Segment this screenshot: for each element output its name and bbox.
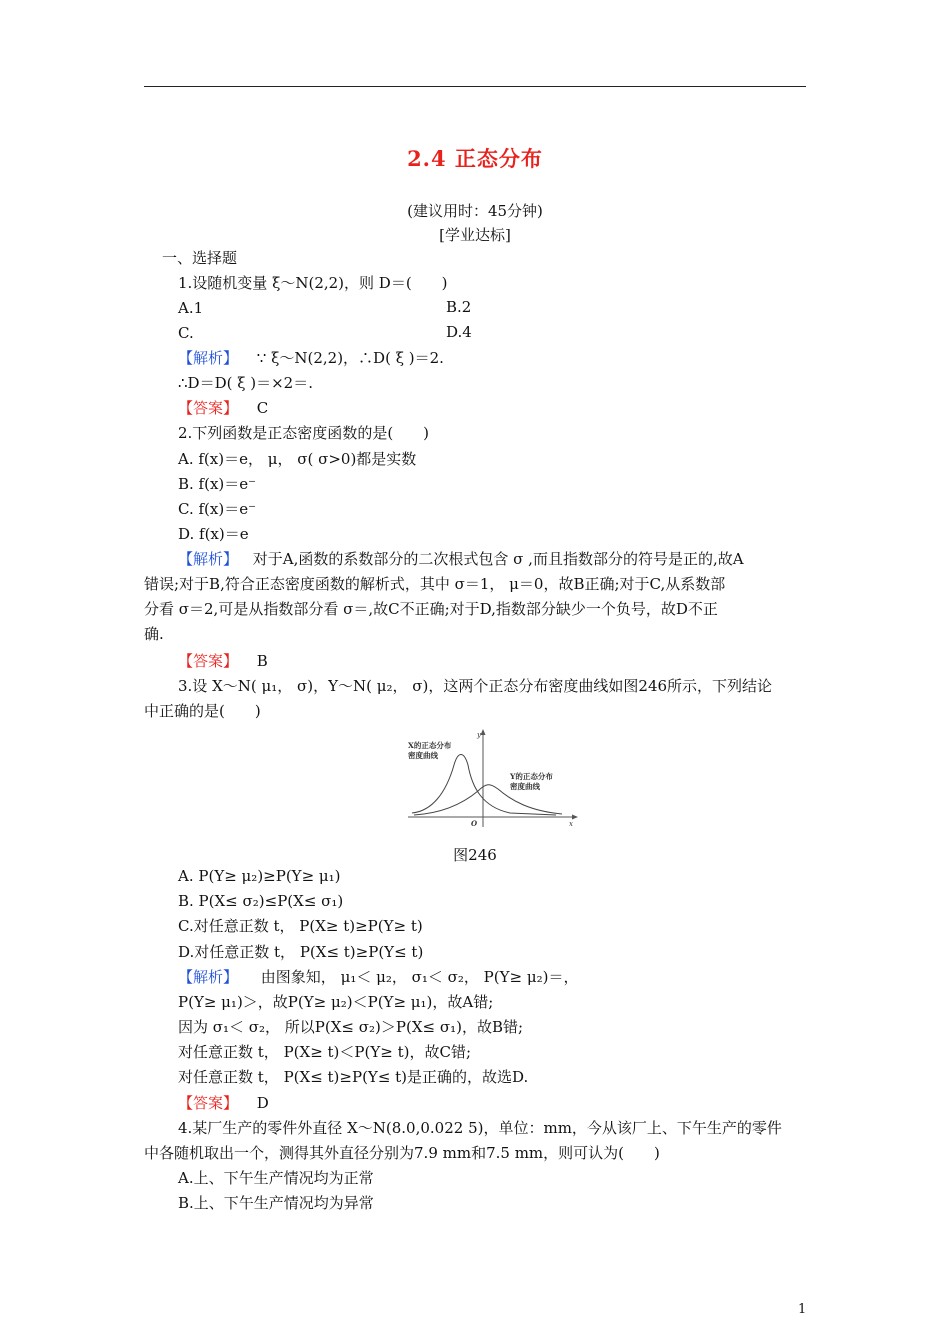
q1-analysis-line-1	[178, 348, 444, 368]
time-note: (建议用时：45分钟)	[407, 202, 543, 220]
q3-analysis-line-3: 因为 σ₁＜ σ₂， 所以P(X≤ σ₂)＞P(X≤ σ₁)，故B错;	[178, 1018, 524, 1036]
q2-option-a: A. f(x)＝e， μ， σ( σ>0)都是实数	[178, 450, 417, 468]
section-heading: 一、选择题	[162, 249, 238, 267]
q3-answer-line	[178, 1093, 269, 1113]
q2-option-c: C. f(x)＝e⁻	[178, 500, 256, 518]
y-curve-label-1: Y的正态分布	[510, 772, 553, 781]
q1-answer-tag: 【答案】	[178, 399, 239, 417]
q3-option-c: C.对任意正数 t， P(X≥ t)≥P(Y≥ t)	[178, 917, 423, 935]
q2-option-b: B. f(x)＝e⁻	[178, 475, 257, 493]
q3-stem-line-1: 3.设 X～N( μ₁， σ)，Y～N( μ₂， σ)，这两个正态分布密度曲线如图246所示，下列结论	[178, 677, 773, 695]
normal-curves-figure	[406, 727, 580, 829]
section-tag: [学业达标]	[439, 226, 511, 244]
q2-option-d: D. f(x)＝e	[178, 525, 249, 543]
q1-analysis-text-1: ∵ ξ～N(2,2)，∴D( ξ )＝2.	[256, 349, 444, 367]
q4-option-b: B.上、下午生产情况均为异常	[178, 1194, 374, 1212]
q1-answer-line	[178, 398, 268, 418]
x-axis-arrow-icon	[572, 815, 578, 820]
q2-analysis-tag: 【解析】	[178, 550, 239, 568]
q1-option-b: B.2	[446, 298, 472, 316]
header-rule	[144, 86, 806, 87]
q1-answer: C	[256, 399, 269, 417]
q1-analysis-tag: 【解析】	[178, 349, 239, 367]
q4-stem-line-2: 中各随机取出一个，测得其外直径分别为7.9 mm和7.5 mm，则可认为( )	[144, 1144, 660, 1162]
q3-analysis-line-4: 对任意正数 t， P(X≥ t)＜P(Y≥ t)，故C错;	[178, 1043, 471, 1061]
q2-analysis-line-4: 确.	[144, 625, 164, 643]
q3-analysis-tag: 【解析】	[178, 968, 239, 986]
q3-analysis-line-2: P(Y≥ μ₁)＞，故P(Y≥ μ₂)＜P(Y≥ μ₁)，故A错;	[178, 993, 494, 1011]
q2-stem: 2.下列函数是正态密度函数的是( )	[178, 424, 430, 442]
q3-stem-line-2: 中正确的是( )	[144, 702, 261, 720]
x-curve-label-2: 密度曲线	[408, 751, 438, 760]
q3-option-d: D.对任意正数 t， P(X≤ t)≥P(Y≤ t)	[178, 943, 424, 961]
q1-stem: 1.设随机变量 ξ～N(2,2)，则 D＝( )	[178, 274, 448, 292]
q2-answer: B	[256, 652, 268, 670]
q3-option-a: A. P(Y≥ μ₂)≥P(Y≥ μ₁)	[178, 867, 341, 885]
page-title: 2.4 正态分布	[407, 146, 543, 171]
axis-y-label: y	[477, 731, 481, 739]
x-curve-label-1: X的正态分布	[408, 741, 452, 750]
q3-analysis-line-1	[178, 967, 578, 987]
q3-option-b: B. P(X≤ σ₂)≤P(X≤ σ₁)	[178, 892, 344, 910]
y-curve-label-2: 密度曲线	[510, 782, 540, 791]
q2-analysis-line-3: 分看 σ＝2,可是从指数部分看 σ＝,故C不正确;对于D,指数部分缺少一个负号，故D不正	[144, 600, 718, 618]
q2-answer-tag: 【答案】	[178, 652, 239, 670]
q3-answer-tag: 【答案】	[178, 1094, 239, 1112]
q2-analysis-line-2: 错误;对于B,符合正态密度函数的解析式，其中 σ＝1， μ＝0，故B正确;对于C,从系数部	[144, 575, 726, 593]
page-number: 1	[798, 1302, 807, 1317]
q2-analysis-line-1	[178, 549, 744, 569]
q1-option-a: A.1	[178, 299, 204, 317]
q2-answer-line	[178, 651, 268, 671]
figure-caption: 图246	[453, 846, 497, 864]
q4-stem-line-1: 4.某厂生产的零件外直径 X～N(8.0,0.022 5)，单位：mm，今从该厂上、下午生产的零件	[178, 1119, 782, 1137]
y-axis-arrow-icon	[481, 729, 486, 735]
q3-answer: D	[256, 1094, 269, 1112]
q4-option-a: A.上、下午生产情况均为正常	[178, 1169, 374, 1187]
origin-label: O	[471, 819, 478, 828]
axis-x-label: x	[569, 820, 573, 828]
q2-analysis-text-1: 对于A,函数的系数部分的二次根式包含 σ ,而且指数部分的符号是正的,故A	[252, 550, 744, 568]
q1-option-c: C.	[178, 324, 194, 342]
q1-analysis-line-2: ∴D＝D( ξ )＝×2＝.	[178, 374, 313, 392]
q1-option-d: D.4	[446, 323, 472, 341]
q3-analysis-text-1: 由图象知， μ₁＜ μ₂， σ₁＜ σ₂， P(Y≥ μ₂)＝，	[260, 968, 579, 986]
q3-analysis-line-5: 对任意正数 t， P(X≤ t)≥P(Y≤ t)是正确的，故选D.	[178, 1068, 529, 1086]
